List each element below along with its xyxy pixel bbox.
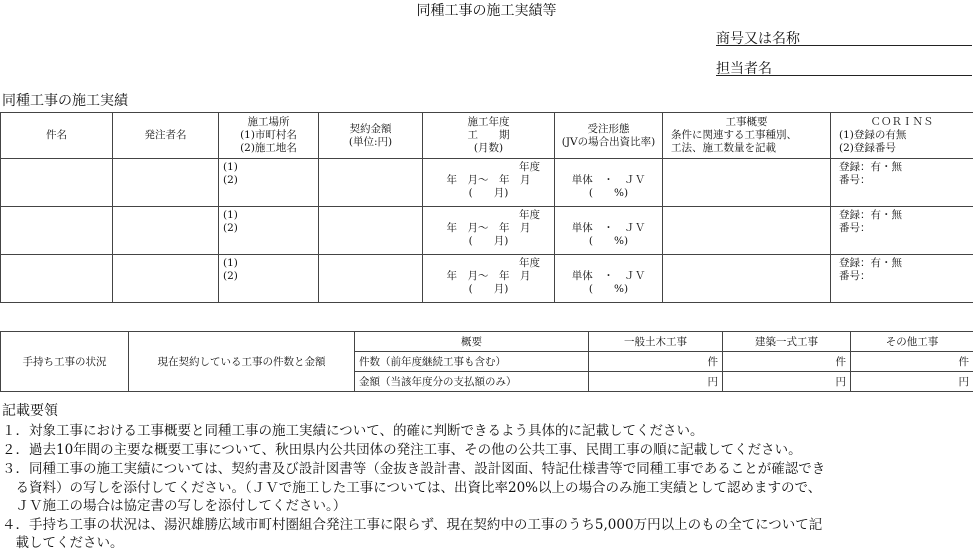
header-amount: 契約金額 (単位:円) bbox=[319, 113, 423, 159]
note-item: １．対象工事における工事概要と同種工事の施工実績について、的確に判断できるよう具体的に記載してください。 bbox=[2, 422, 972, 441]
note-item: ３．同種工事の施工実績については、契約書及び設計図書等（金抜き設計書、設計図面、特記仕様書等で同種工事であることが確認でき bbox=[2, 460, 972, 479]
holdings-amount-other[interactable]: 円 bbox=[851, 372, 973, 392]
cell-summary[interactable] bbox=[663, 255, 831, 303]
cell-place[interactable]: (1) (2) bbox=[219, 207, 319, 255]
table-row[interactable] bbox=[1, 255, 973, 303]
header-place: 施工場所 (1)市町村名 (2)施工地名 bbox=[219, 113, 319, 159]
holdings-count-label: 件数（前年度継続工事も含む） bbox=[355, 352, 589, 372]
holdings-col-building: 建築一式工事 bbox=[723, 332, 851, 352]
holdings-label: 手持ち工事の状況 bbox=[1, 332, 129, 392]
holdings-count-building[interactable]: 件 bbox=[723, 352, 851, 372]
holdings-count-other[interactable]: 件 bbox=[851, 352, 973, 372]
cell-order-type[interactable]: 単体 ・ ＪＶ ( %) bbox=[555, 159, 663, 207]
page-title: 同種工事の施工実績等 bbox=[0, 0, 973, 20]
header-name: 件名 bbox=[1, 113, 113, 159]
cell-corins[interactable]: 登録：有・無 番号： bbox=[831, 255, 973, 303]
cell-client[interactable] bbox=[113, 159, 219, 207]
header-period: 施工年度 工 期 (月数) bbox=[423, 113, 555, 159]
cell-name[interactable] bbox=[1, 207, 113, 255]
holdings-sublabel: 現在契約している工事の件数と金額 bbox=[129, 332, 355, 392]
holdings-col-other: その他工事 bbox=[851, 332, 973, 352]
note-item: ２．過去10年間の主要な概要工事について、秋田県内公共団体の発注工事、その他の公共工事、民間工事の順に記載してください。 bbox=[2, 441, 972, 460]
cell-period[interactable]: 年度 年 月～ 年 月 ( 月) bbox=[423, 159, 555, 207]
performance-table bbox=[0, 112, 973, 303]
holdings-table bbox=[0, 331, 973, 392]
cell-name[interactable] bbox=[1, 159, 113, 207]
cell-amount[interactable] bbox=[319, 207, 423, 255]
cell-place[interactable]: (1) (2) bbox=[219, 255, 319, 303]
holdings-col-summary: 概要 bbox=[355, 332, 589, 352]
cell-client[interactable] bbox=[113, 255, 219, 303]
note-item: 載してください。 bbox=[2, 534, 972, 553]
cell-period[interactable]: 年度 年 月～ 年 月 ( 月) bbox=[423, 207, 555, 255]
cell-corins[interactable]: 登録：有・無 番号： bbox=[831, 159, 973, 207]
holdings-amount-building[interactable]: 円 bbox=[723, 372, 851, 392]
company-name-label: 商号又は名称 bbox=[716, 28, 800, 48]
cell-summary[interactable] bbox=[663, 159, 831, 207]
holdings-amount-label: 金額（当該年度分の支払額のみ） bbox=[355, 372, 589, 392]
holdings-count-civil[interactable]: 件 bbox=[589, 352, 723, 372]
header-order-type: 受注形態 (JVの場合出資比率) bbox=[555, 113, 663, 159]
note-item: ４．手持ち工事の状況は、湯沢雄勝広域市町村圏組合発注工事に限らず、現在契約中の工事のうち5,000万円以上のもの全てについて記 bbox=[2, 516, 972, 535]
holdings-header-row bbox=[1, 332, 973, 352]
person-in-charge-label: 担当者名 bbox=[716, 58, 772, 78]
note-item: ＪＶ施工の場合は協定書の写しを添付してください。） bbox=[2, 497, 972, 516]
person-in-charge-line[interactable] bbox=[716, 75, 972, 76]
header-corins: ＣＯＲＩＮＳ (1)登録の有無 (2)登録番号 bbox=[831, 113, 973, 159]
cell-client[interactable] bbox=[113, 207, 219, 255]
section-title: 同種工事の施工実績 bbox=[2, 90, 128, 110]
cell-corins[interactable]: 登録：有・無 番号： bbox=[831, 207, 973, 255]
header-client: 発注者名 bbox=[113, 113, 219, 159]
holdings-col-civil: 一般土木工事 bbox=[589, 332, 723, 352]
holdings-amount-civil[interactable]: 円 bbox=[589, 372, 723, 392]
cell-amount[interactable] bbox=[319, 255, 423, 303]
header-summary: 工事概要 条件に関連する工事種別、 工法、施工数量を記載 bbox=[663, 113, 831, 159]
performance-header-row bbox=[1, 113, 973, 159]
note-item: る資料）の写しを添付してください。（ＪＶで施工した工事については、出資比率20%以上の場合のみ施工実績として認めますので、 bbox=[2, 479, 972, 498]
cell-amount[interactable] bbox=[319, 159, 423, 207]
table-row[interactable] bbox=[1, 207, 973, 255]
company-name-line[interactable] bbox=[716, 45, 972, 46]
cell-order-type[interactable]: 単体 ・ ＪＶ ( %) bbox=[555, 255, 663, 303]
cell-name[interactable] bbox=[1, 255, 113, 303]
table-row[interactable] bbox=[1, 159, 973, 207]
cell-place[interactable]: (1) (2) bbox=[219, 159, 319, 207]
cell-order-type[interactable]: 単体 ・ ＪＶ ( %) bbox=[555, 207, 663, 255]
cell-summary[interactable] bbox=[663, 207, 831, 255]
notes-title: 記載要領 bbox=[2, 400, 58, 420]
cell-period[interactable]: 年度 年 月～ 年 月 ( 月) bbox=[423, 255, 555, 303]
